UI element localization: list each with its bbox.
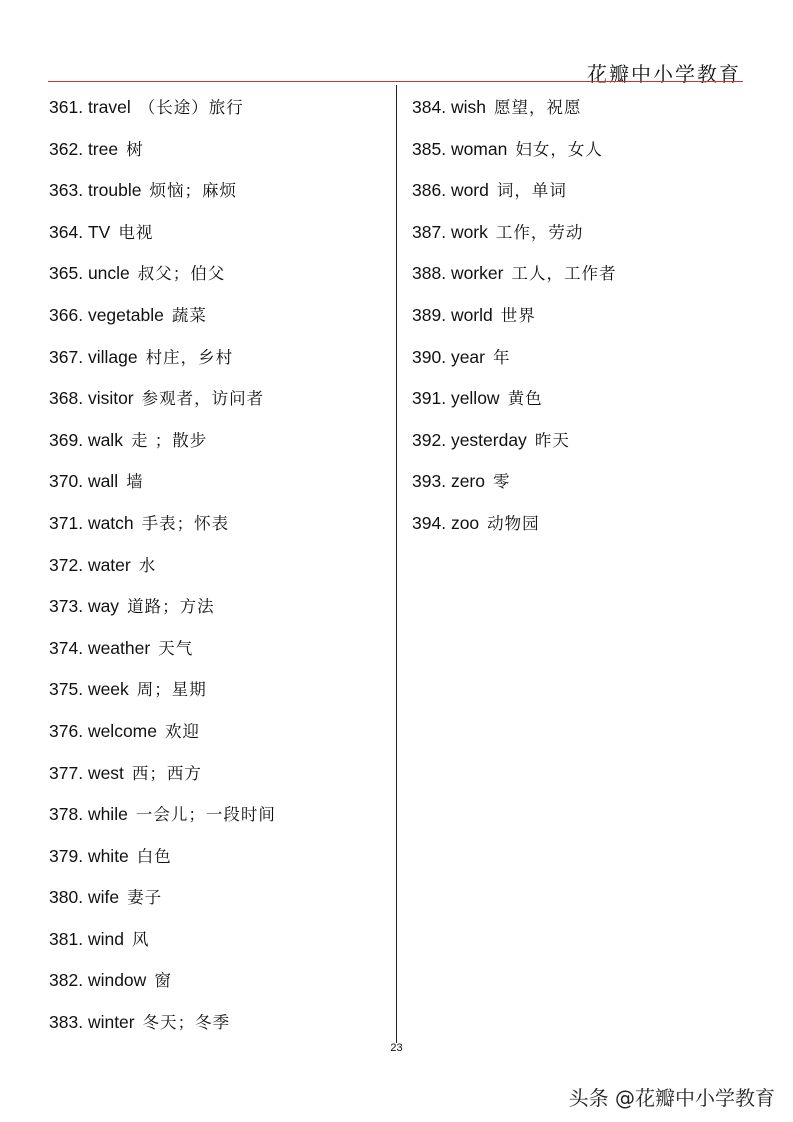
vocabulary-entry bbox=[412, 420, 616, 462]
vocabulary-entry bbox=[412, 170, 616, 212]
entry-meaning: 蔬菜 bbox=[171, 305, 207, 325]
entry-number: 379. bbox=[49, 845, 84, 866]
entry-word: white bbox=[87, 845, 129, 866]
entry-meaning: 工人，工作者 bbox=[511, 264, 617, 284]
vocabulary-entry bbox=[49, 836, 276, 878]
entry-meaning: 走 ；散步 bbox=[130, 430, 208, 450]
entry-number: 361. bbox=[49, 97, 84, 117]
entry-number: 388. bbox=[412, 263, 447, 284]
header-title: 花瓣中小学教育 bbox=[587, 62, 741, 86]
right-vocabulary-column bbox=[412, 87, 616, 545]
entry-word: water bbox=[87, 554, 131, 575]
entry-word: watch bbox=[87, 512, 134, 533]
vocabulary-entry bbox=[49, 295, 276, 337]
vocabulary-entry bbox=[49, 170, 276, 212]
entry-number: 373. bbox=[49, 596, 84, 617]
vocabulary-entry bbox=[49, 378, 276, 420]
vocabulary-entry bbox=[412, 503, 616, 545]
entry-number: 366. bbox=[49, 304, 84, 325]
vocabulary-entry bbox=[49, 960, 276, 1002]
entry-word: weather bbox=[87, 637, 151, 658]
vocabulary-entry bbox=[49, 877, 276, 919]
vocabulary-entry bbox=[49, 753, 276, 795]
entry-word: TV bbox=[87, 221, 111, 242]
entry-meaning: 风 bbox=[131, 929, 150, 949]
entry-word: while bbox=[87, 804, 128, 825]
entry-number: 394. bbox=[412, 512, 447, 533]
entry-word: wife bbox=[87, 887, 120, 908]
entry-number: 390. bbox=[412, 346, 447, 367]
entry-word: welcome bbox=[87, 720, 157, 741]
entry-meaning: 白色 bbox=[136, 846, 172, 866]
entry-word: worker bbox=[450, 263, 504, 284]
entry-number: 380. bbox=[49, 887, 84, 908]
vocabulary-entry bbox=[49, 545, 276, 587]
entry-number: 391. bbox=[412, 388, 447, 409]
vocabulary-entry bbox=[49, 461, 276, 503]
vocabulary-entry bbox=[412, 461, 616, 503]
entry-number: 376. bbox=[49, 720, 84, 741]
vocabulary-entry bbox=[49, 503, 276, 545]
vocabulary-entry bbox=[412, 253, 616, 295]
entry-meaning: 手表；怀表 bbox=[141, 513, 230, 533]
entry-meaning: 年 bbox=[492, 347, 511, 367]
entry-word: west bbox=[87, 762, 124, 783]
entry-word: work bbox=[450, 221, 488, 242]
vocabulary-entry bbox=[49, 87, 276, 129]
entry-meaning: 工作，劳动 bbox=[495, 222, 584, 242]
entry-word: wall bbox=[87, 471, 119, 492]
entry-word: winter bbox=[87, 1012, 135, 1033]
entry-meaning: 道路；方法 bbox=[127, 597, 215, 617]
entry-word: zoo bbox=[450, 512, 480, 533]
entry-number: 372. bbox=[49, 554, 84, 575]
entry-number: 364. bbox=[49, 221, 84, 242]
entry-word: window bbox=[87, 970, 147, 991]
entry-meaning: 烦恼；麻烦 bbox=[149, 181, 237, 201]
entry-meaning: 树 bbox=[126, 139, 144, 159]
entry-number: 381. bbox=[49, 928, 84, 949]
entry-word: trouble bbox=[87, 180, 142, 201]
entry-word: travel bbox=[87, 97, 131, 117]
vocabulary-entry bbox=[49, 794, 276, 836]
entry-meaning: 妇女，女人 bbox=[515, 139, 603, 159]
entry-number: 368. bbox=[49, 388, 84, 409]
vocabulary-entry bbox=[49, 420, 276, 462]
entry-meaning: 世界 bbox=[500, 305, 536, 325]
vocabulary-entry bbox=[49, 586, 276, 628]
entry-number: 367. bbox=[49, 346, 84, 367]
watermark: 头条 @花瓣中小学教育 bbox=[568, 1086, 775, 1110]
entry-number: 369. bbox=[49, 429, 84, 450]
entry-word: walk bbox=[87, 429, 123, 450]
entry-number: 383. bbox=[49, 1012, 84, 1033]
vocabulary-entry bbox=[412, 129, 616, 171]
entry-number: 362. bbox=[49, 138, 84, 159]
entry-number: 363. bbox=[49, 180, 84, 201]
entry-word: tree bbox=[87, 138, 119, 159]
entry-meaning: 天气 bbox=[158, 638, 194, 658]
entry-word: word bbox=[450, 180, 489, 201]
entry-meaning: 昨天 bbox=[534, 430, 570, 450]
entry-meaning: 愿望，祝愿 bbox=[493, 98, 582, 117]
entry-word: wind bbox=[87, 928, 124, 949]
entry-number: 382. bbox=[49, 970, 84, 991]
entry-meaning: 水 bbox=[138, 555, 157, 575]
entry-word: wish bbox=[450, 97, 486, 117]
entry-word: way bbox=[87, 596, 120, 617]
entry-meaning: 黄色 bbox=[507, 389, 543, 409]
vocabulary-entry bbox=[412, 378, 616, 420]
column-divider bbox=[396, 85, 397, 1043]
entry-word: uncle bbox=[87, 263, 130, 284]
entry-meaning: 墙 bbox=[126, 472, 144, 492]
vocabulary-entry bbox=[412, 87, 616, 129]
entry-number: 386. bbox=[412, 180, 447, 201]
entry-number: 389. bbox=[412, 304, 447, 325]
entry-word: yesterday bbox=[450, 429, 527, 450]
entry-meaning: 冬天；冬季 bbox=[142, 1013, 231, 1033]
vocabulary-entry bbox=[412, 337, 616, 379]
vocabulary-entry bbox=[49, 253, 276, 295]
entry-number: 378. bbox=[49, 804, 84, 825]
entry-number: 374. bbox=[49, 637, 84, 658]
entry-number: 392. bbox=[412, 429, 447, 450]
entry-number: 375. bbox=[49, 679, 84, 700]
entry-number: 377. bbox=[49, 762, 84, 783]
entry-meaning: 欢迎 bbox=[165, 721, 200, 741]
entry-word: visitor bbox=[87, 388, 134, 409]
entry-meaning: 妻子 bbox=[127, 888, 163, 908]
entry-word: woman bbox=[450, 138, 508, 159]
entry-meaning: 村庄，乡村 bbox=[145, 347, 234, 367]
entry-number: 384. bbox=[412, 97, 447, 117]
entry-word: world bbox=[450, 304, 493, 325]
entry-number: 371. bbox=[49, 512, 84, 533]
header-rule bbox=[48, 81, 743, 82]
vocabulary-entry bbox=[49, 1002, 276, 1044]
entry-word: vegetable bbox=[87, 304, 164, 325]
entry-number: 393. bbox=[412, 471, 447, 492]
entry-meaning: 零 bbox=[492, 472, 511, 492]
vocabulary-entry bbox=[412, 212, 616, 254]
entry-word: zero bbox=[450, 471, 485, 492]
entry-word: week bbox=[87, 679, 129, 700]
entry-number: 365. bbox=[49, 263, 84, 284]
vocabulary-entry bbox=[49, 129, 276, 171]
entry-meaning: 周；星期 bbox=[136, 680, 207, 700]
entry-meaning: 西；西方 bbox=[131, 763, 202, 783]
entry-meaning: 电视 bbox=[118, 222, 154, 242]
entry-number: 370. bbox=[49, 471, 84, 492]
entry-meaning: 参观者，访问者 bbox=[141, 389, 265, 409]
entry-word: yellow bbox=[450, 388, 500, 409]
entry-number: 387. bbox=[412, 221, 447, 242]
vocabulary-entry bbox=[412, 295, 616, 337]
entry-meaning: 一会儿；一段时间 bbox=[135, 805, 276, 825]
entry-number: 385. bbox=[412, 138, 447, 159]
entry-meaning: 叔父；伯父 bbox=[137, 264, 226, 284]
entry-word: village bbox=[87, 346, 138, 367]
entry-meaning: 窗 bbox=[154, 971, 172, 991]
entry-word: year bbox=[450, 346, 485, 367]
vocabulary-entry bbox=[49, 628, 276, 670]
page-number: 23 bbox=[390, 1042, 403, 1054]
entry-meaning: 动物园 bbox=[487, 513, 540, 533]
vocabulary-entry bbox=[49, 711, 276, 753]
entry-meaning: 词，单词 bbox=[496, 181, 567, 201]
left-vocabulary-column bbox=[49, 87, 276, 1044]
entry-meaning: （长途）旅行 bbox=[138, 98, 244, 117]
vocabulary-entry bbox=[49, 212, 276, 254]
vocabulary-entry bbox=[49, 919, 276, 961]
vocabulary-entry bbox=[49, 669, 276, 711]
vocabulary-entry bbox=[49, 337, 276, 379]
